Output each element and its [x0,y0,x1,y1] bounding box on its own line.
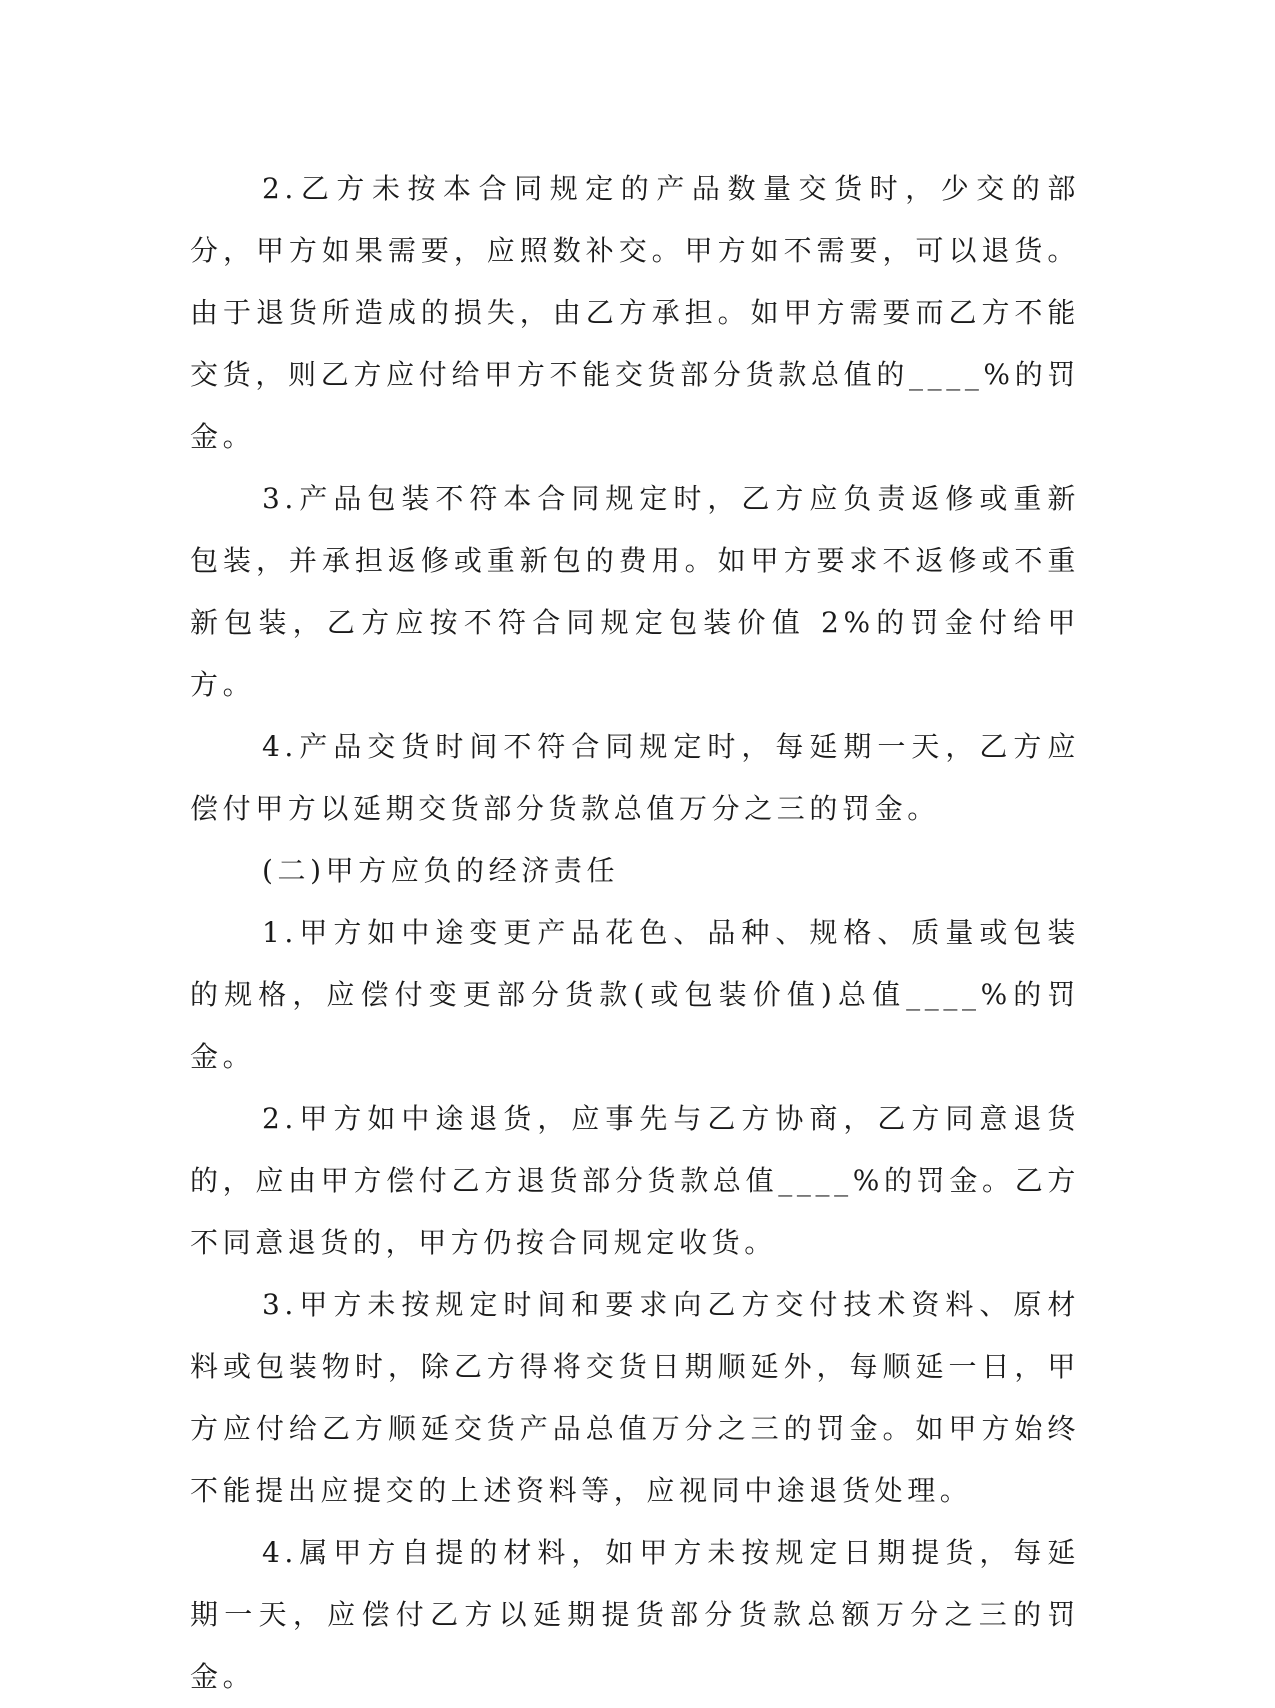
section-heading-buyer-liability: (二)甲方应负的经济责任 [262,854,620,887]
paragraph-buyer-materials-clause: 3.甲方未按规定时间和要求向乙方交付技术资料、原材料或包装物时，除乙方得将交货日期顺延外，每顺延一日，甲方应付给乙方顺延交货产品总值万分之三的罚金。如甲方始终不能提出应提交的上述资料等，应视同中途退货处理。 [190,1288,1080,1507]
paragraph-supplier-quantity-clause: 2.乙方未按本合同规定的产品数量交货时，少交的部分，甲方如果需要，应照数补交。甲方如不需要，可以退货。由于退货所造成的损失，由乙方承担。如甲方需要而乙方不能交货，则乙方应付给甲方不能交货部分货款总值的____%的罚金。 [190,172,1080,453]
paragraph-buyer-pickup-clause: 4.属甲方自提的材料，如甲方未按规定日期提货，每延期一天，应偿付乙方以延期提货部分货款总额万分之三的罚金。 [190,1536,1080,1693]
document-body [190,158,1080,1708]
paragraph-buyer-change-clause: 1.甲方如中途变更产品花色、品种、规格、质量或包装的规格，应偿付变更部分货款(或包装价值)总值____%的罚金。 [190,916,1080,1073]
paragraph-supplier-delivery-delay-clause: 4.产品交货时间不符合同规定时，每延期一天，乙方应偿付甲方以延期交货部分货款总值万分之三的罚金。 [190,730,1080,825]
paragraph-supplier-packaging-clause: 3.产品包装不符本合同规定时，乙方应负责返修或重新包装，并承担返修或重新包的费用。如甲方要求不返修或不重新包装，乙方应按不符合同规定包装价值 2%的罚金付给甲方。 [190,482,1080,701]
paragraph-buyer-return-clause: 2.甲方如中途退货，应事先与乙方协商，乙方同意退货的，应由甲方偿付乙方退货部分货款总值____%的罚金。乙方不同意退货的，甲方仍按合同规定收货。 [190,1102,1080,1259]
